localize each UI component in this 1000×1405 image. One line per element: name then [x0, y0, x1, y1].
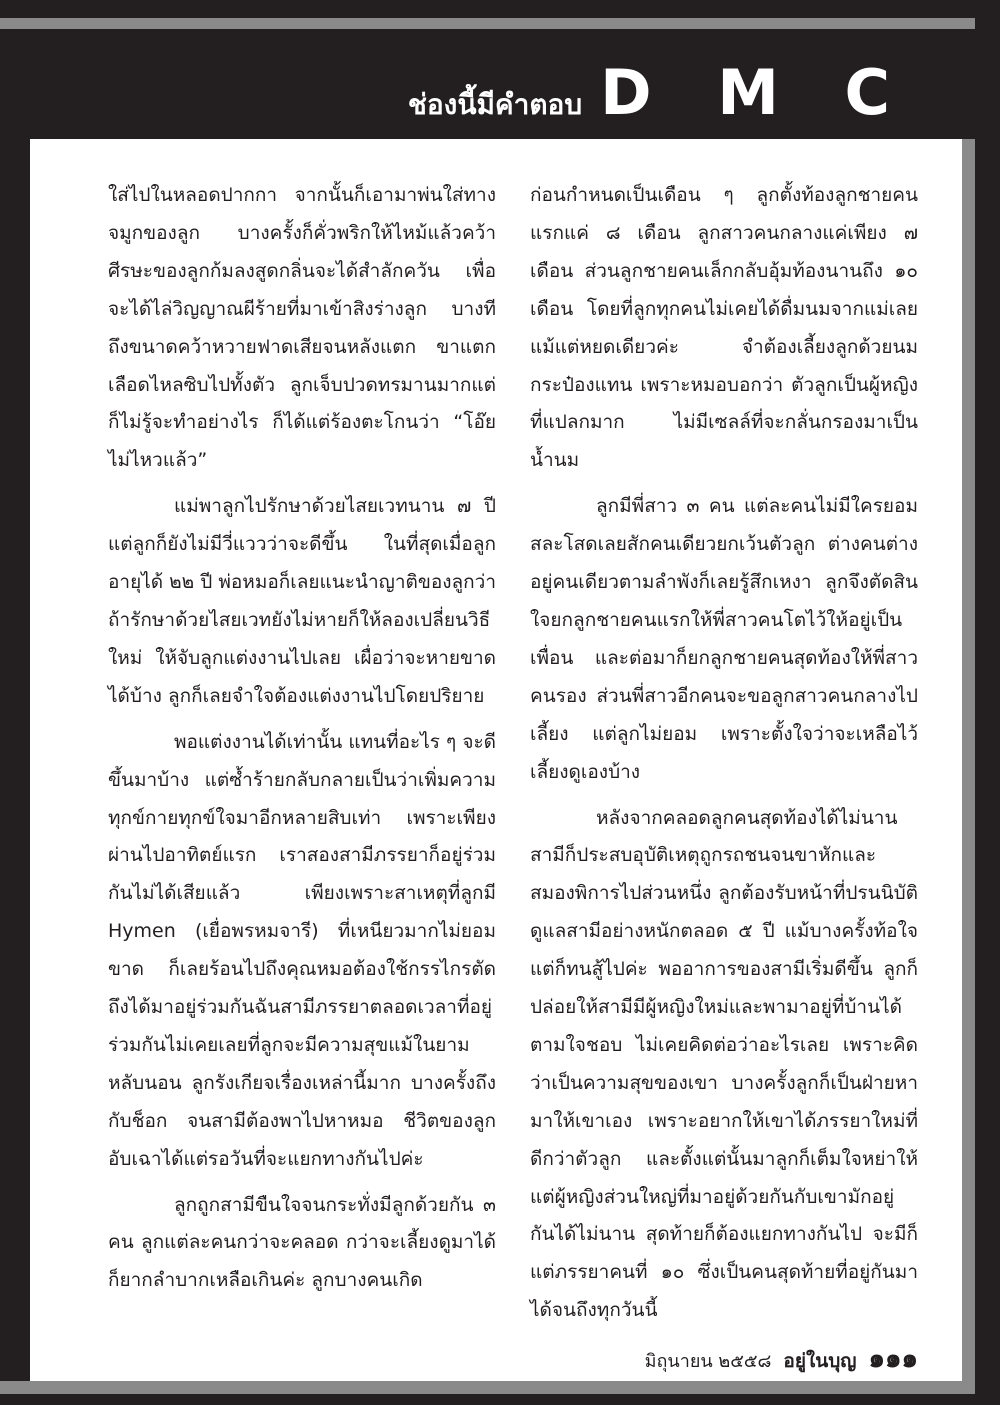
page-number: ๑๑๑	[868, 1344, 918, 1374]
top-decor-bar	[0, 18, 975, 29]
paragraph: หลังจากคลอดลูกคนสุดท้องได้ไม่นานสามีก็ประสบอุบัติเหตุถูกรถชนจนขาหักและสมองพิการไปส่วนหนึ่ง ลูกต้องรับหน้าที่ปรนนิบัติดูแลสามีอย่างหนักตลอด ๕ ปี แม้บางครั้งท้อใจแต่ก็ทนสู้ไปค่ะ พออาการของสามีเริ่มดีขึ้น ลูกก็ปล่อยให้สามีมีผู้หญิงใหม่และพามาอยู่ที่บ้านได้ตามใจชอบ ไม่เคยคิดต่อว่าอะไรเลย เพราะคิดว่าเป็นความสุขของเขา บางครั้งลูกก็เป็นฝ่ายหามาให้เขาเอง เพราะอยากให้เขาได้ภรรยาใหม่ที่ดีกว่าตัวลูก และตั้งแต่นั้นมาลูกก็เต็มใจหย่าให้ แต่ผู้หญิงส่วนใหญ่ที่มาอยู่ด้วยกันกับเขามักอยู่กันได้ไม่นาน สุดท้ายก็ต้องแยกทางกันไป จะมีก็แต่ภรรยาคนที่ ๑๐ ซึ่งเป็นคนสุดท้ายที่อยู่กันมาได้จนถึงทุกวันนี้	[530, 806, 918, 1322]
column-title-dmc: D M C	[600, 56, 912, 129]
magazine-name: อยู่ในบุญ	[783, 1350, 857, 1372]
paragraph: พอแต่งงานได้เท่านั้น แทนที่อะไร ๆ จะดีขึ้นมาบ้าง แต่ซ้ำร้ายกลับกลายเป็นว่าเพิ่มความทุกข์กายทุกข์ใจมาอีกหลายสิบเท่า เพราะเพียงผ่านไปอาทิตย์แรก เราสองสามีภรรยาก็อยู่ร่วมกันไม่ได้เสียแล้ว เพียงเพราะสาเหตุที่ลูกมี Hymen (เยื่อพรหมจารี) ที่เหนียวมากไม่ยอมขาด ก็เลยร้อนไปถึงคุณหมอต้องใช้กรรไกรตัด ถึงได้มาอยู่ร่วมกันฉันสามีภรรยาตลอดเวลาที่อยู่ร่วมกันไม่เคยเลยที่ลูกจะมีความสุขแม้ในยามหลับนอน ลูกรังเกียจเรื่องเหล่านี้มาก บางครั้งถึงกับช็อก จนสามีต้องพาไปหาหมอ ชีวิตของลูกอับเฉาได้แต่รอวันที่จะแยกทางกันไปค่ะ	[108, 730, 496, 1170]
paragraph: ลูกถูกสามีขืนใจจนกระทั่งมีลูกด้วยกัน ๓ คน ลูกแต่ละคนกว่าจะคลอด กว่าจะเลี้ยงดูมาได้ ก็ยากลำบากเหลือเกินค่ะ ลูกบางคนเกิด	[108, 1193, 496, 1292]
article-column-left	[108, 177, 496, 1300]
column-title-thai: ช่องนี้มีคำตอบ	[407, 88, 583, 121]
side-decor-bar	[962, 139, 975, 1394]
page-footer	[645, 1338, 918, 1379]
paragraph: ก่อนกำหนดเป็นเดือน ๆ ลูกตั้งท้องลูกชายคนแรกแค่ ๘ เดือน ลูกสาวคนกลางแค่เพียง ๗ เดือน ส่วนลูกชายคนเล็กกลับอุ้มท้องนานถึง ๑๐ เดือน โดยที่ลูกทุกคนไม่เคยได้ดื่มนมจากแม่เลยแม้แต่หยดเดียวค่ะ จำต้องเลี้ยงลูกด้วยนมกระป๋องแทน เพราะหมอบอกว่า ตัวลูกเป็นผู้หญิงที่แปลกมาก ไม่มีเซลล์ที่จะกลั่นกรองมาเป็นน้ำนม	[530, 184, 918, 472]
column-header	[407, 56, 912, 129]
paragraph: ใส่ไปในหลอดปากกา จากนั้นก็เอามาพ่นใส่ทางจมูกของลูก บางครั้งก็คั่วพริกให้ไหม้แล้วคว้าศีรษะของลูกก้มลงสูดกลิ่นจะได้สำลักควัน เพื่อจะได้ไล่วิญญาณผีร้ายที่มาเข้าสิงร่างลูก บางทีถึงขนาดคว้าหวายฟาดเสียจนหลังแตก ขาแตกเลือดไหลซิบไปทั้งตัว ลูกเจ็บปวดทรมานมากแต่ก็ไม่รู้จะทำอย่างไร ก็ได้แต่ร้องตะโกนว่า “โอ๊ย ไม่ไหวแล้ว”	[108, 184, 496, 472]
article-column-right	[530, 177, 918, 1330]
bottom-decor-bar	[0, 1381, 975, 1394]
paragraph: แม่พาลูกไปรักษาด้วยไสยเวทนาน ๗ ปี แต่ลูกก็ยังไม่มีวี่แววว่าจะดีขึ้น ในที่สุดเมื่อลูกอายุได้ ๒๒ ปี พ่อหมอก็เลยแนะนำญาติของลูกว่า ถ้ารักษาด้วยไสยเวทยังไม่หายก็ให้ลองเปลี่ยนวิธีใหม่ ให้จับลูกแต่งงานไปเลย เผื่อว่าจะหายขาดได้บ้าง ลูกก็เลยจำใจต้องแต่งงานไปโดยปริยาย	[108, 495, 496, 707]
issue-date: มิถุนายน ๒๕๕๘	[644, 1351, 772, 1372]
paragraph: ลูกมีพี่สาว ๓ คน แต่ละคนไม่มีใครยอมสละโสดเลยสักคนเดียวยกเว้นตัวลูก ต่างคนต่างอยู่คนเดียวตามลำพังก็เลยรู้สึกเหงา ลูกจึงตัดสินใจยกลูกชายคนแรกให้พี่สาวคนโตไว้ให้อยู่เป็นเพื่อน และต่อมาก็ยกลูกชายคนสุดท้องให้พี่สาวคนรอง ส่วนพี่สาวอีกคนจะขอลูกสาวคนกลางไปเลี้ยง แต่ลูกไม่ยอม เพราะตั้งใจว่าจะเหลือไว้เลี้ยงดูเองบ้าง	[530, 495, 918, 783]
